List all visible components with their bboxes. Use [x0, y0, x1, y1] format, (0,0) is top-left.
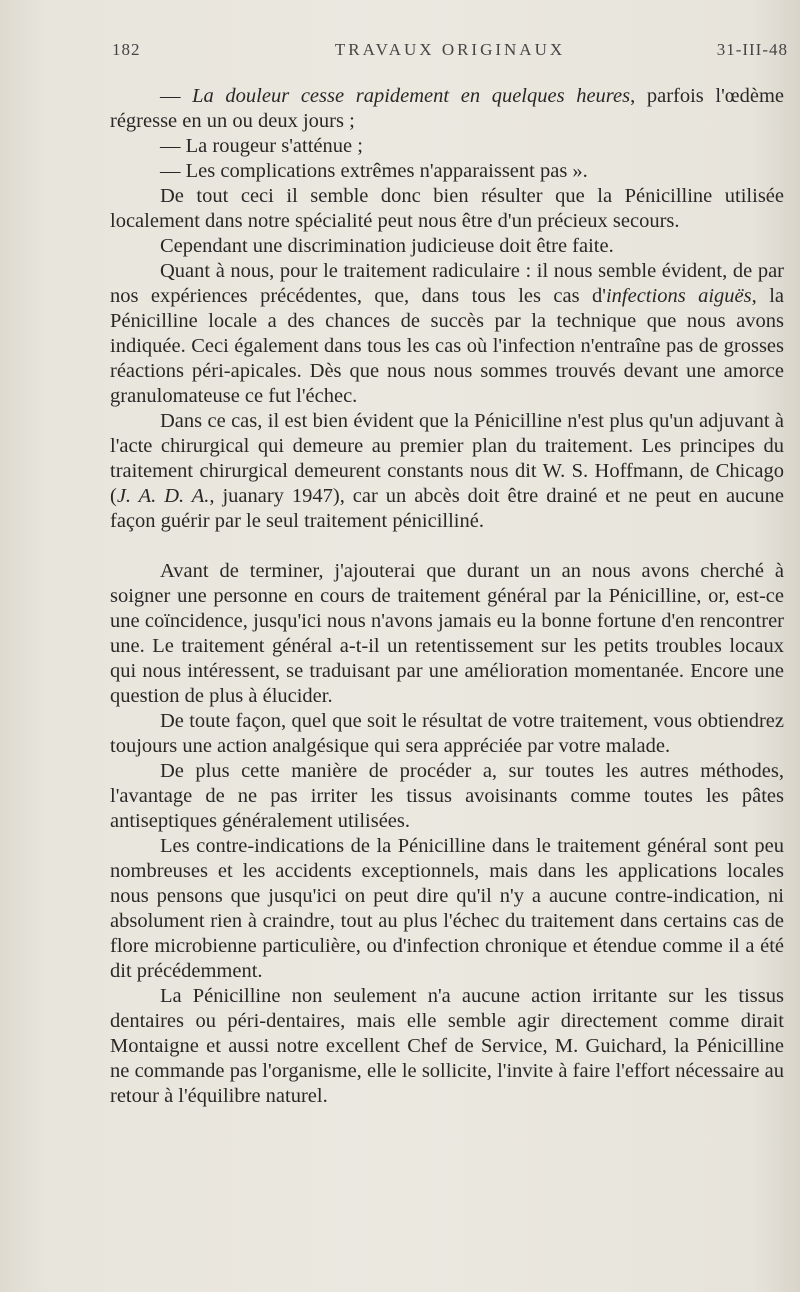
paragraph — [110, 184, 784, 234]
paragraph — [110, 709, 784, 759]
issue-date: 31-III-48 — [716, 40, 788, 59]
text-run: De plus cette manière de procéder a, sur toutes les autres méthodes, l'avantage de ne pas irriter les tissus avoisinants comme toutes les pâtes antiseptiques généralement utilisées. — [110, 760, 784, 832]
running-header — [112, 40, 788, 66]
paragraph — [110, 159, 784, 184]
text-run: Cependant une discrimination judicieuse doit être faite. — [160, 235, 614, 257]
text-run: — La rougeur s'atténue ; — [160, 135, 363, 157]
text-run: Les contre-indications de la Pénicilline dans le traitement général sont peu nombreuses et les accidents exceptionnels, mais dans les applications locales nous pensons que jusqu'ici on peut dire qu'il n'y a aucune contre-indication, ni absolument rien à craindre, tout au plus l'échec du traitement dans certains cas de flore microbienne particulière, ou d'infection chronique et étendue comme il a été dit précédemment. — [110, 835, 784, 982]
paragraph — [110, 559, 784, 709]
text-run: De toute façon, quel que soit le résultat de votre traitement, vous obtiendrez toujours une action analgésique qui sera appréciée par votre malade. — [110, 710, 784, 757]
text-run: Dans ce cas, il est bien évident que la Pénicilline n'est plus qu'un adjuvant à l'acte chirurgical qui demeure au premier plan du traitement. Les principes du traitement chirurgical demeurent constants nous dit W. S. Hoffmann, de Chicago ( — [110, 410, 784, 507]
paragraph — [110, 759, 784, 834]
text-run: — Les complications extrêmes n'apparaissent pas ». — [160, 160, 588, 182]
paragraph — [110, 984, 784, 1109]
italic-text: infections aiguës — [605, 285, 752, 307]
paragraph — [110, 409, 784, 534]
text-run: De tout ceci il semble donc bien résulter que la Pénicilline utilisée localement dans notre spécialité peut nous être d'un précieux secours. — [110, 185, 784, 232]
paragraph — [110, 259, 784, 409]
text-run: , parfois l'œdème régresse en un ou deux jours ; — [110, 85, 784, 132]
text-run: , juanary 1947), car un abcès doit être drainé et ne peut en aucune façon guérir par le seul traitement pénicilliné. — [110, 485, 784, 532]
text-run: La Pénicilline non seulement n'a aucune action irritante sur les tissus dentaires ou péri-dentaires, mais elle semble agir directement comme dirait Montaigne et aussi notre excellent Chef de Service, M. Guichard, la Pénicilline ne commande pas l'organisme, elle le sollicite, l'invite à faire l'effort nécessaire au retour à l'équilibre naturel. — [110, 985, 784, 1107]
italic-text: La douleur cesse rapidement en quelques heures — [192, 85, 631, 107]
page-number: 182 — [112, 40, 141, 59]
article-body — [110, 84, 784, 1109]
text-run: Avant de terminer, j'ajouterai que durant un an nous avons cherché à soigner une personne en cours de traitement général par la Pénicilline, or, est-ce une coïncidence, jusqu'ici nous n'avons jamais eu la bonne fortune d'en rencontrer une. Le traitement général a-t-il un retentissement sur les petits troubles locaux qui nous intéressent, se traduisant par une amélioration momentanée. Encore une question de plus à élucider. — [110, 560, 784, 707]
paragraph — [110, 134, 784, 159]
italic-text: J. A. D. A. — [116, 485, 210, 507]
running-title: TRAVAUX ORIGINAUX — [334, 40, 566, 59]
paragraph — [110, 84, 784, 134]
paragraph — [110, 834, 784, 984]
text-run: Quant à nous, pour le traitement radiculaire : il nous semble évident, de par nos expériences précédentes, que, dans tous les cas d' — [110, 260, 784, 307]
text-run: — — [160, 85, 193, 107]
text-run: , la Pénicilline locale a des chances de succès par la technique que nous avons indiquée. Ceci également dans tous les cas où l'infection n'entraîne pas de grosses réactions péri-apicales. Dès que nous nous sommes trouvés devant une amorce granulomateuse ce fut l'échec. — [110, 285, 784, 407]
paragraph — [110, 234, 784, 259]
